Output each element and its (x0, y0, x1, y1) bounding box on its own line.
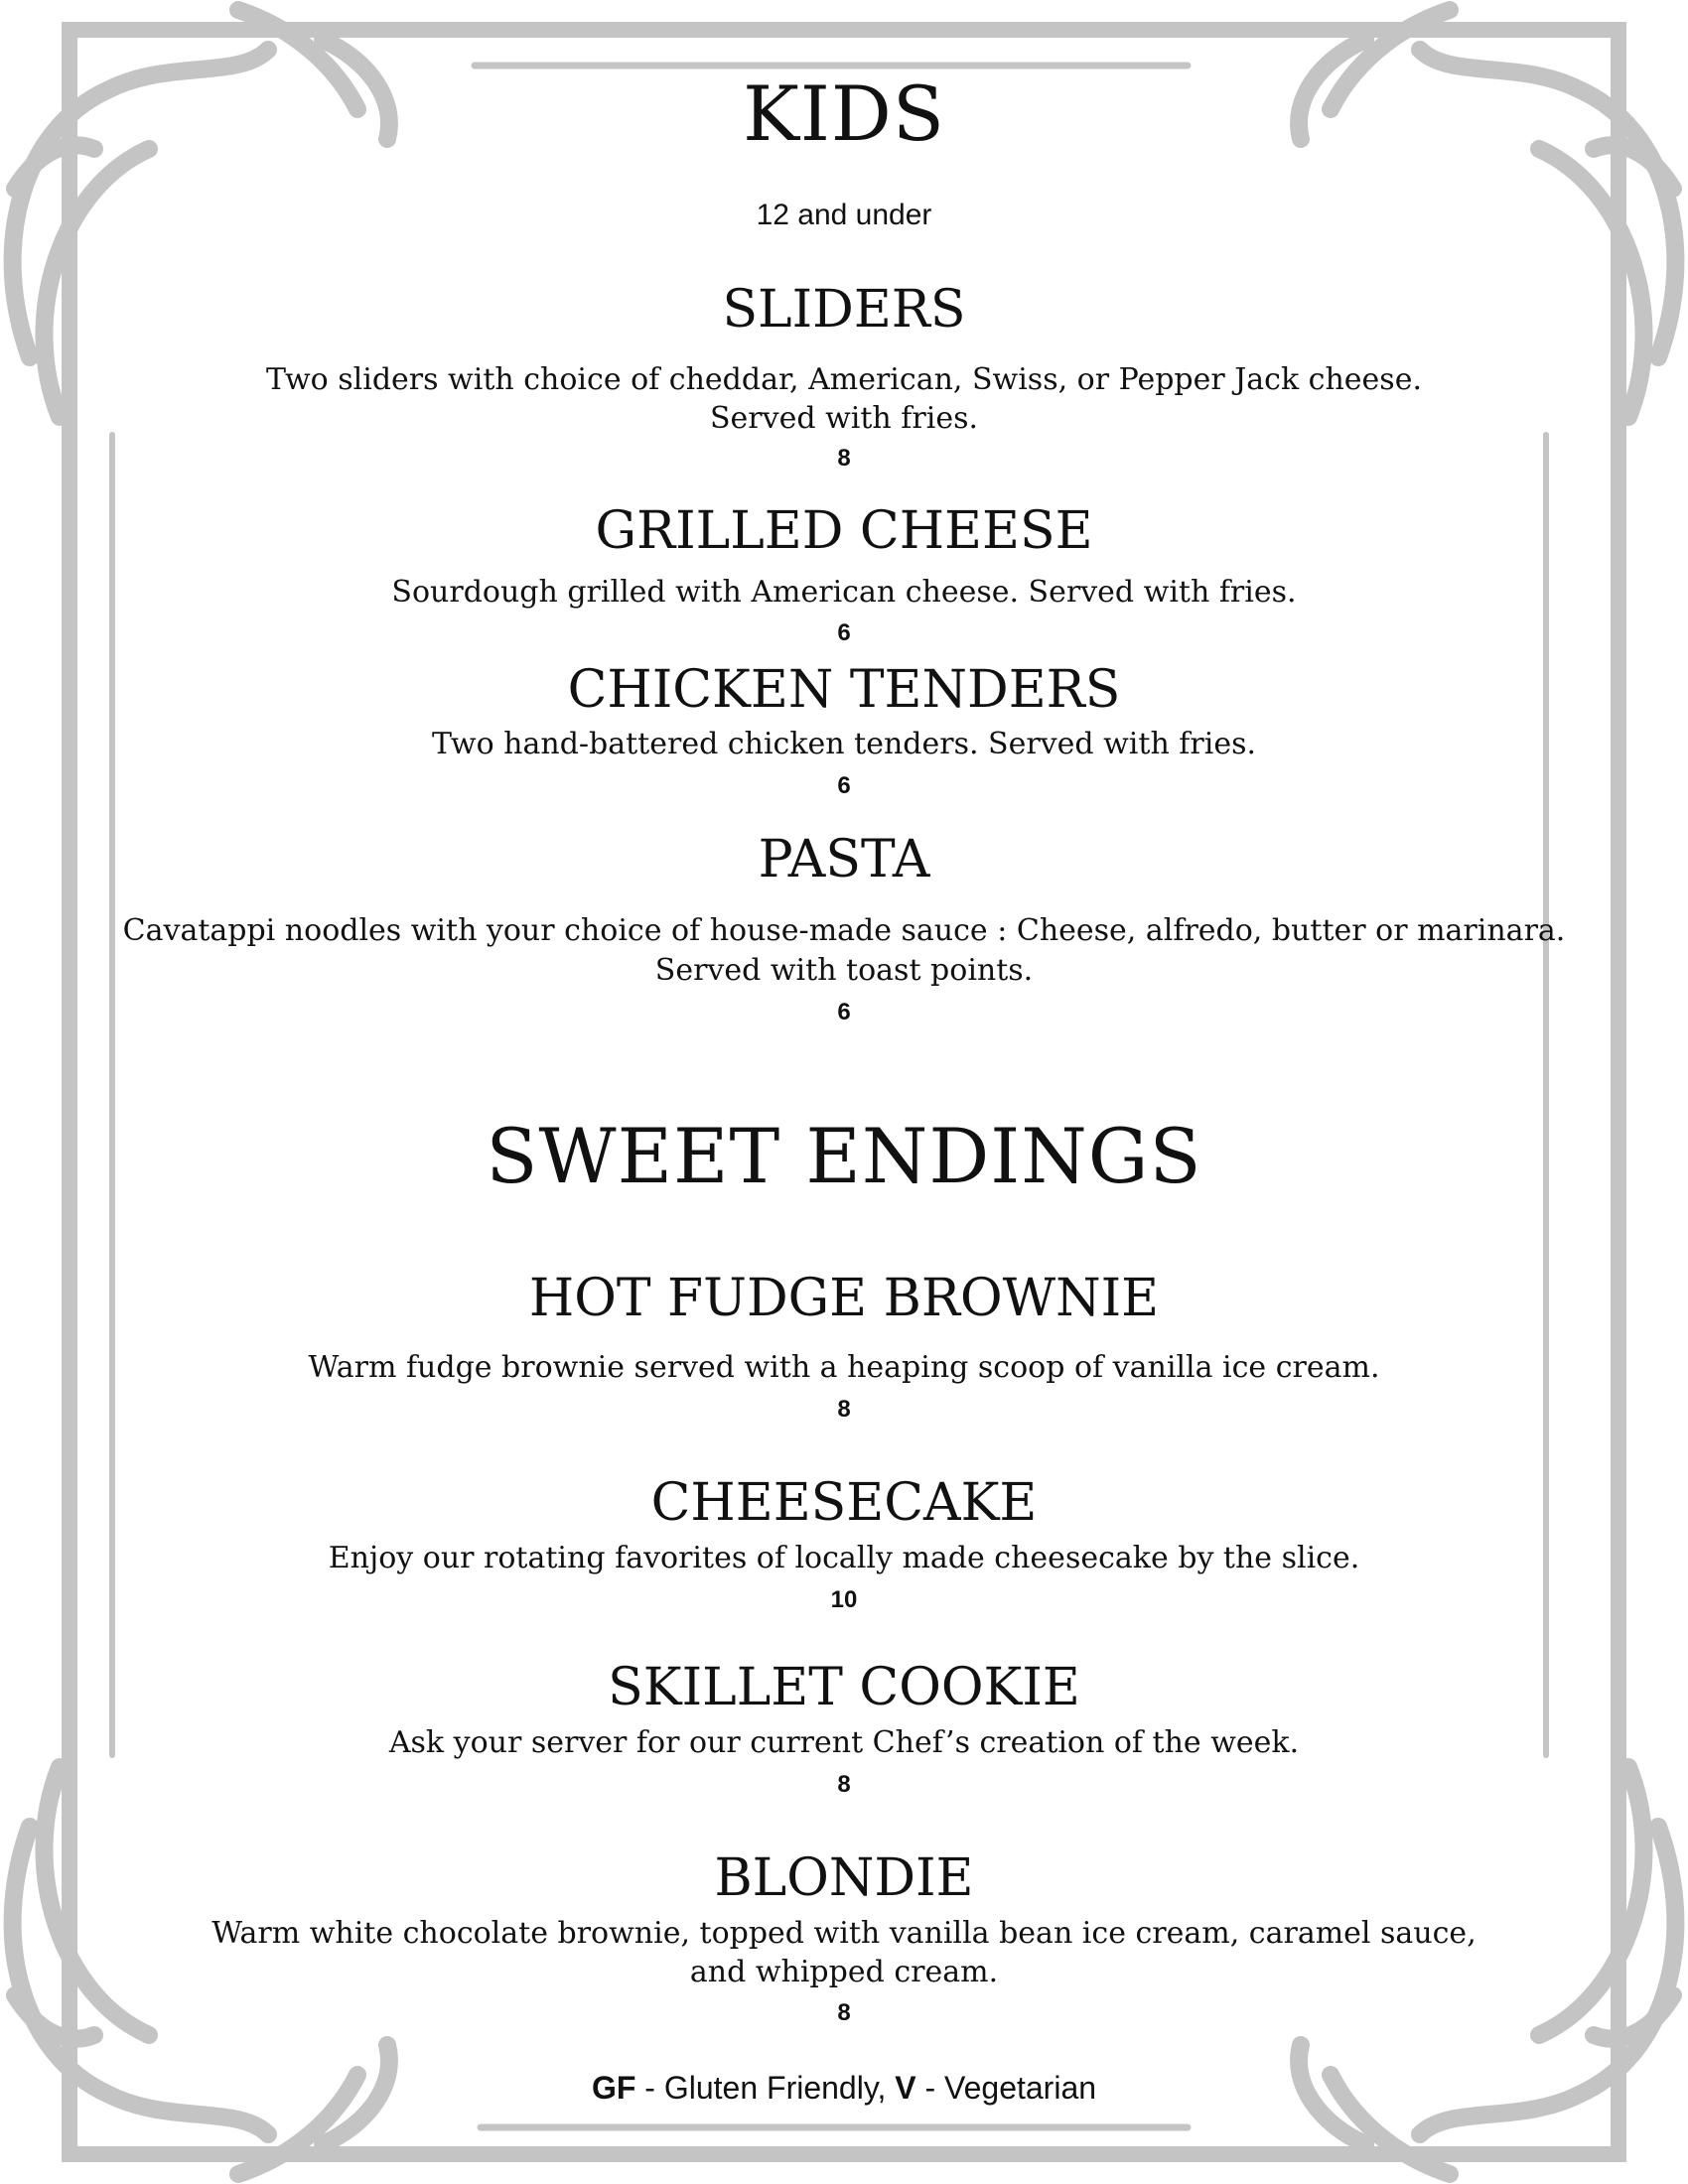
menu-item-price: 8 (837, 1771, 851, 1798)
menu-item-description: Warm fudge brownie served with a heaping scoop of vanilla ice cream. (308, 1350, 1380, 1385)
legend-v-code: V (895, 2070, 916, 2106)
menu-item-price: 10 (830, 1586, 858, 1613)
menu-item-price: 8 (837, 1396, 851, 1423)
menu-item-description: Two sliders with choice of cheddar, American, Swiss, or Pepper Jack cheese. (266, 362, 1422, 397)
menu-item-price: 6 (837, 772, 851, 799)
menu-item-name: CHICKEN TENDERS (567, 660, 1121, 720)
legend-gf-text: - Gluten Friendly, (635, 2070, 896, 2106)
menu-item-name: GRILLED CHEESE (595, 501, 1093, 561)
menu-item-description-line2: Served with toast points. (654, 953, 1034, 988)
frame-border (70, 30, 1618, 2154)
kids-section-title: KIDS (743, 69, 945, 158)
menu-item-price: 6 (837, 999, 851, 1025)
menu-item-price: 8 (837, 1999, 851, 2026)
legend-gf-code: GF (591, 2070, 636, 2106)
legend-v-text: - Vegetarian (915, 2070, 1097, 2106)
menu-item-description-line2: and whipped cream. (689, 1955, 999, 1989)
dietary-legend (99, 2070, 1589, 2107)
menu-item-name: SLIDERS (722, 280, 966, 340)
menu-item-description: Two hand-battered chicken tenders. Served with fries. (431, 727, 1257, 761)
menu-item-description: Enjoy our rotating favorites of locally made cheesecake by the slice. (328, 1541, 1360, 1575)
menu-item-name: PASTA (758, 830, 930, 889)
menu-item-description: Warm white chocolate brownie, topped with vanilla bean ice cream, caramel sauce, (211, 1916, 1477, 1951)
menu-item-description: Ask your server for our current Chef’s creation of the week. (388, 1725, 1300, 1760)
menu-item-price: 8 (837, 445, 851, 472)
menu-item-name: SKILLET COOKIE (608, 1658, 1080, 1717)
menu-item-name: CHEESECAKE (650, 1473, 1038, 1533)
menu-item-description: Cavatappi noodles with your choice of house-made sauce : Cheese, alfredo, butter or marinara. (122, 913, 1566, 948)
menu-item-price: 6 (837, 619, 851, 646)
sweet-endings-section-title: SWEET ENDINGS (486, 1112, 1202, 1200)
menu-item-description: Sourdough grilled with American cheese. Served with fries. (391, 575, 1297, 610)
kids-age-subtitle: 12 and under (756, 199, 932, 231)
menu-item-name: BLONDIE (714, 1848, 974, 1908)
menu-item-name: HOT FUDGE BROWNIE (528, 1269, 1160, 1328)
menu-item-description-line2: Served with fries. (710, 401, 978, 436)
